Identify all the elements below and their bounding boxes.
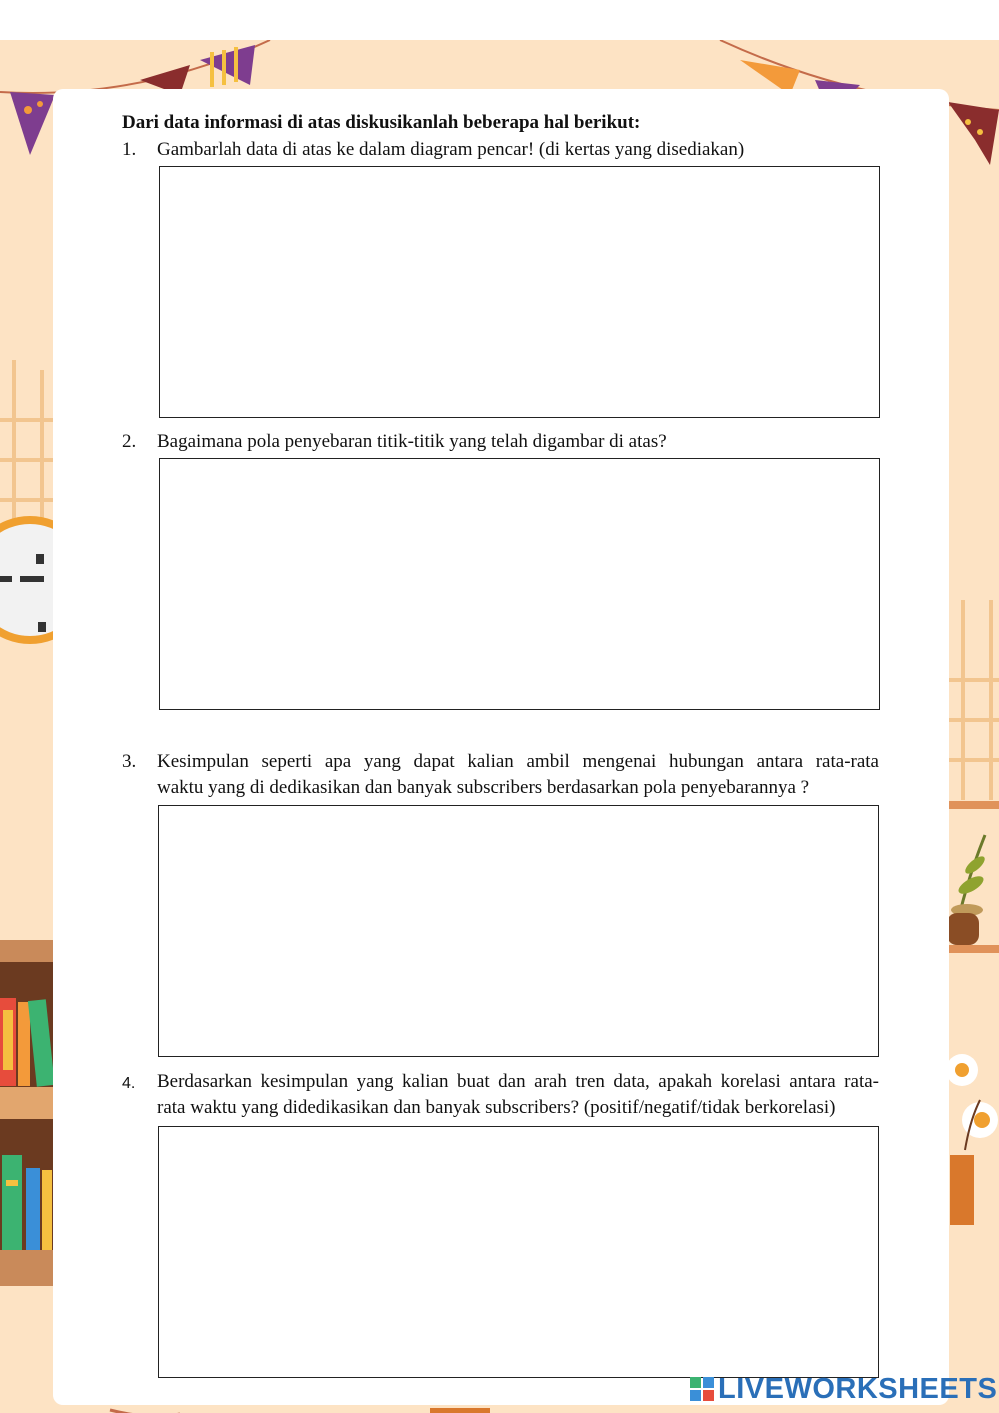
bookshelf-decoration: [0, 940, 60, 1290]
question-number: 4.: [122, 1075, 136, 1092]
question-text-line-1: Berdasarkan kesimpulan yang kalian buat dan arah tren data, apakah korelasi antara rata-: [157, 1071, 879, 1092]
question-2: [122, 429, 882, 455]
liveworksheets-logo[interactable]: [690, 1373, 997, 1405]
plant-decoration: [945, 795, 999, 965]
answer-box-2[interactable]: [159, 458, 880, 710]
clock-decoration: [0, 510, 60, 660]
answer-box-1[interactable]: [159, 166, 880, 418]
question-text-line-1: Kesimpulan seperti apa yang dapat kalian ambil mengenai hubungan antara rata-rata: [157, 751, 879, 772]
logo-text: LIVEWORKSHEETS: [718, 1372, 998, 1405]
right-lattice-decoration: [945, 600, 999, 820]
question-text-line-2: rata waktu yang didedikasikan dan banyak subscribers? (positif/negatif/tidak berkorelasi): [157, 1097, 836, 1118]
question-text: Gambarlah data di atas ke dalam diagram pencar! (di kertas yang disediakan): [157, 139, 745, 160]
question-text-line-2: waktu yang di dedikasikan dan banyak subscribers berdasarkan pola penyebarannya ?: [157, 777, 810, 798]
answer-box-3[interactable]: [158, 805, 879, 1057]
answer-box-4[interactable]: [158, 1126, 879, 1378]
question-number: 1.: [122, 139, 137, 160]
question-number: 3.: [122, 751, 137, 772]
question-3: [122, 749, 879, 801]
question-number: 2.: [122, 431, 137, 452]
liveworksheets-logo-icon: [690, 1377, 716, 1401]
question-1: [122, 137, 882, 163]
question-text: Bagaimana pola penyebaran titik-titik yang telah digambar di atas?: [157, 431, 667, 452]
instructions-heading: Dari data informasi di atas diskusikanlah beberapa hal berikut:: [122, 112, 641, 133]
question-4: [122, 1069, 879, 1121]
